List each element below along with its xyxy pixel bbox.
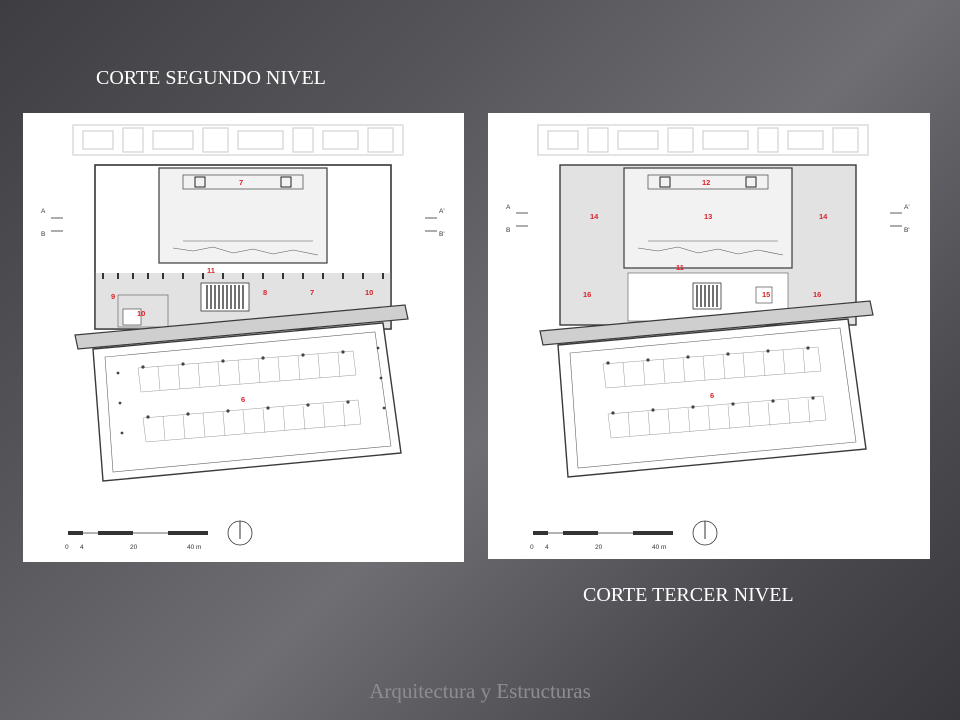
marker-b: B bbox=[506, 227, 511, 234]
room-label: 11 bbox=[207, 266, 215, 275]
marker-b: B bbox=[41, 231, 46, 238]
room-label: 14 bbox=[590, 212, 599, 221]
room-label: 16 bbox=[583, 290, 592, 299]
auditorium-seating bbox=[201, 283, 249, 311]
room-label: 11 bbox=[676, 263, 684, 272]
scale-bar bbox=[65, 531, 208, 551]
north-arrow-icon bbox=[228, 521, 252, 545]
room-label: 6 bbox=[710, 391, 715, 400]
floor-plan-second-level bbox=[23, 113, 464, 562]
slide-title-left: CORTE SEGUNDO NIVEL bbox=[96, 67, 326, 89]
scale-label: 20 bbox=[130, 544, 138, 551]
room-label: 16 bbox=[813, 290, 822, 299]
scale-label: 40 m bbox=[652, 544, 667, 551]
scale-label: 0 bbox=[530, 544, 534, 551]
floor-plan-drawing bbox=[23, 113, 464, 562]
scale-label: 40 m bbox=[187, 544, 202, 551]
floor-plan-drawing bbox=[488, 113, 930, 559]
marker-a-prime: A' bbox=[439, 208, 445, 215]
north-arrow-icon bbox=[693, 521, 717, 545]
room-label: 15 bbox=[762, 290, 771, 299]
scale-label: 20 bbox=[595, 544, 603, 551]
slide-title-right: CORTE TERCER NIVEL bbox=[583, 584, 794, 606]
scale-label: 4 bbox=[80, 544, 84, 551]
auditorium-seating bbox=[693, 283, 721, 309]
room-label: 8 bbox=[263, 288, 268, 297]
scale-label: 4 bbox=[545, 544, 549, 551]
room-label: 14 bbox=[819, 212, 828, 221]
room-label: 13 bbox=[704, 212, 713, 221]
marker-a: A bbox=[41, 208, 46, 215]
slide-footer: Arquitectura y Estructuras bbox=[369, 679, 591, 703]
room-label: 9 bbox=[111, 292, 116, 301]
floor-plan-third-level bbox=[488, 113, 930, 559]
ghost-facade bbox=[538, 125, 868, 155]
marker-a-prime: A' bbox=[904, 204, 910, 211]
ghost-facade bbox=[73, 125, 403, 155]
marker-b-prime: B' bbox=[904, 227, 910, 234]
room-label: 10 bbox=[137, 309, 146, 318]
scale-bar bbox=[530, 531, 673, 551]
room-label: 7 bbox=[310, 288, 315, 297]
marker-a: A bbox=[506, 204, 511, 211]
room-label: 6 bbox=[241, 395, 246, 404]
marker-b-prime: B' bbox=[439, 231, 445, 238]
room-label: 7 bbox=[239, 178, 244, 187]
parking-building bbox=[93, 323, 401, 481]
scale-label: 0 bbox=[65, 544, 69, 551]
room-label: 12 bbox=[702, 178, 711, 187]
room-label: 10 bbox=[365, 288, 374, 297]
